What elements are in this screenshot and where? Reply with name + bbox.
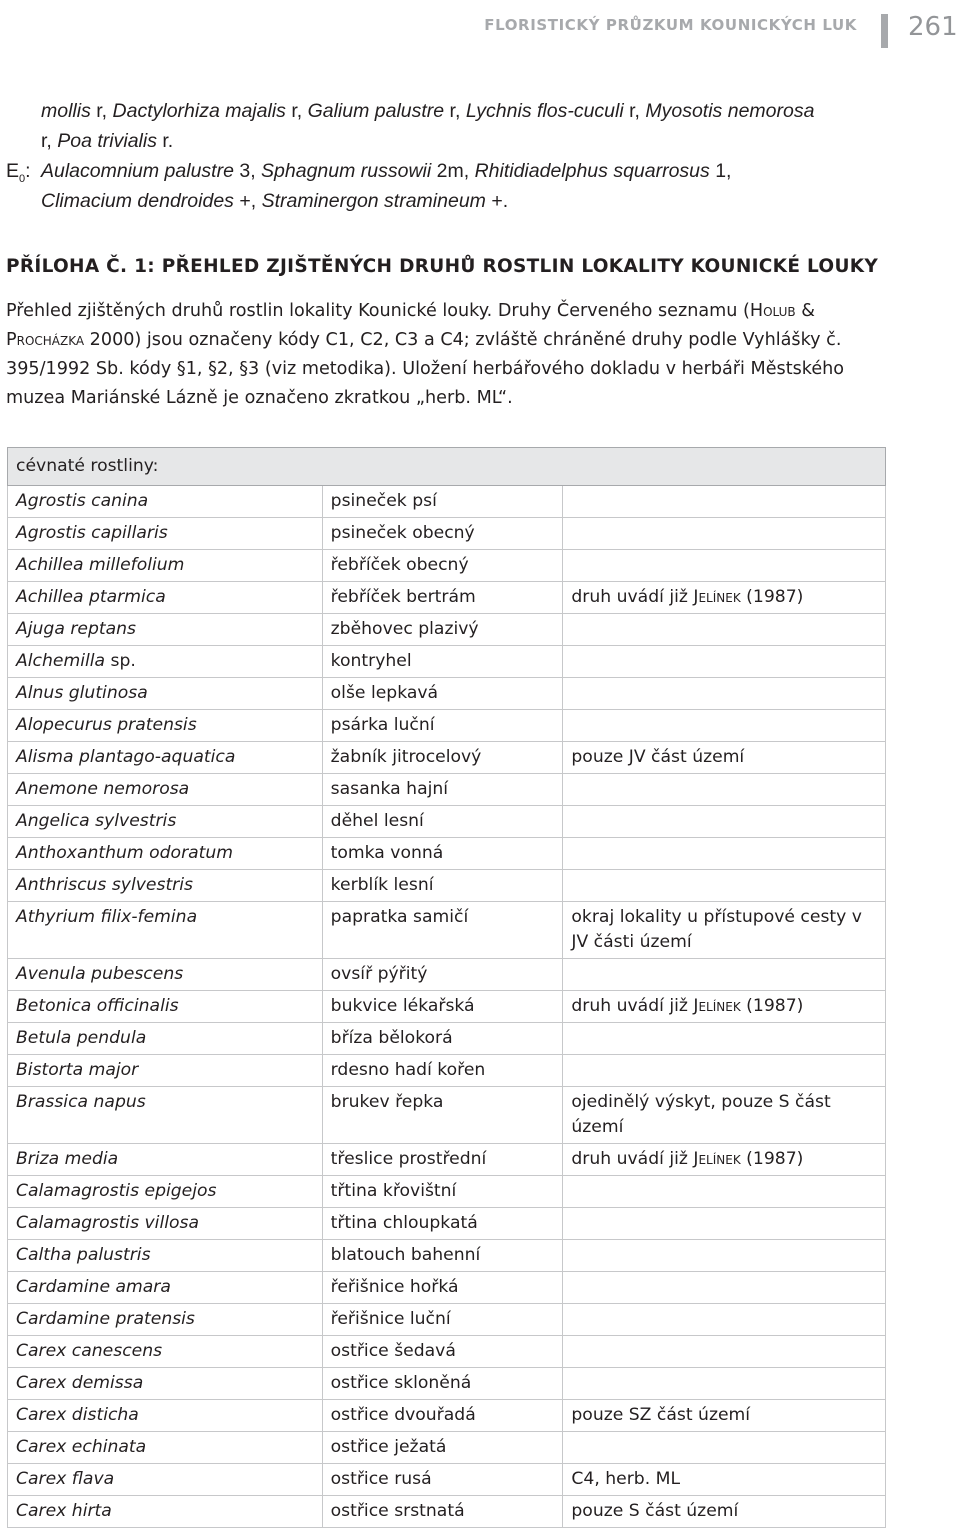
table-row [8, 678, 886, 710]
taxon-name: Climacium dendroides [41, 190, 234, 212]
czech-name-cell: ostřice skloněná [322, 1368, 563, 1400]
table-row [8, 710, 886, 742]
latin-name: Angelica sylvestris [16, 811, 177, 831]
note-cell [563, 959, 886, 991]
latin-name: Carex demissa [16, 1373, 144, 1393]
note-cell [563, 1272, 886, 1304]
latin-name: Alisma plantago-aquatica [16, 747, 236, 767]
latin-name: Calamagrostis villosa [16, 1213, 199, 1233]
note-cell [563, 1336, 886, 1368]
latin-name: Anthoxanthum odoratum [16, 843, 234, 863]
czech-name-cell: řeřišnice hořká [322, 1272, 563, 1304]
author-prochazka: Procházka [6, 330, 85, 350]
czech-name-cell: děhel lesní [322, 806, 563, 838]
table-row [8, 486, 886, 518]
text-run: 2m, [431, 160, 475, 182]
table-row [8, 518, 886, 550]
latin-name: Carex flava [16, 1469, 115, 1489]
latin-name: Brassica napus [16, 1092, 146, 1112]
czech-name-cell: brukev řepka [322, 1087, 563, 1144]
taxon-name: mollis [41, 100, 91, 122]
table-row [8, 870, 886, 902]
note-cell [563, 774, 886, 806]
table-row [8, 614, 886, 646]
note-cell [563, 742, 886, 774]
czech-name-cell: tomka vonná [322, 838, 563, 870]
text-run: 1, [709, 160, 732, 182]
note-text: druh uvádí již [571, 1149, 688, 1169]
note-text: pouze JV část území [571, 747, 745, 767]
note-text: pouze SZ část území [571, 1405, 751, 1425]
table-row [8, 1400, 886, 1432]
table-row [8, 902, 886, 959]
note-cell [563, 1087, 886, 1144]
table-row [8, 1272, 886, 1304]
latin-name-cell [8, 1400, 323, 1432]
czech-name-cell: papratka samičí [322, 902, 563, 959]
czech-name-cell: ostřice dvouřadá [322, 1400, 563, 1432]
latin-name: Cardamine pratensis [16, 1309, 195, 1329]
note-cell [563, 582, 886, 614]
taxon-name: Lychnis flos-cuculi [465, 100, 624, 122]
note-cell [563, 1400, 886, 1432]
table-row [8, 1304, 886, 1336]
text-run: r. [156, 130, 174, 152]
latin-name-cell [8, 870, 323, 902]
author-holub: Holub [749, 301, 796, 321]
header-divider [881, 14, 888, 48]
note-text: C4, herb. ML [571, 1469, 681, 1489]
table-row [8, 742, 886, 774]
table-row [8, 1464, 886, 1496]
czech-name-cell: řebříček bertrám [322, 582, 563, 614]
note-cell [563, 1464, 886, 1496]
note-author: Jelínek [693, 996, 741, 1016]
note-cell [563, 806, 886, 838]
latin-name-cell [8, 806, 323, 838]
table-row [8, 1023, 886, 1055]
text-run: +. [485, 190, 509, 212]
note-cell [563, 991, 886, 1023]
appendix-description: Přehled zjištěných druhů rostlin lokality Kounické louky. Druhy Červeného seznamu (Holub & Procházka 2000) jsou označeny kódy C1, C2, C3 a C4; zvláště chráněné druhy podle Vyhlášky č. 395/1992 Sb. kódy §1, §2, §3 (viz metodika). Uložení herbářového dokladu v herbáři Městského muzea Mariánské Lázně je označeno zkratkou „herb. ML“. [6, 301, 845, 408]
table-row [8, 1368, 886, 1400]
note-text: ojedinělý výskyt, pouze S část území [571, 1092, 831, 1137]
czech-name-cell: třtina chloupkatá [322, 1208, 563, 1240]
latin-name: Betonica officinalis [16, 996, 179, 1016]
latin-name: Alchemilla [16, 651, 106, 671]
latin-name-cell [8, 991, 323, 1023]
latin-name: Calamagrostis epigejos [16, 1181, 217, 1201]
latin-name: Cardamine amara [16, 1277, 171, 1297]
table-row [8, 959, 886, 991]
latin-name-cell [8, 1272, 323, 1304]
latin-name-cell [8, 1336, 323, 1368]
taxon-name: Dactylorhiza majalis [112, 100, 286, 122]
latin-name: Anemone nemorosa [16, 779, 190, 799]
latin-name: Ajuga reptans [16, 619, 137, 639]
czech-name-cell: ostřice srstnatá [322, 1496, 563, 1528]
text-run: r, [90, 100, 113, 122]
table-row [8, 1496, 886, 1528]
latin-name-cell [8, 1087, 323, 1144]
intro-line-2 [6, 126, 886, 156]
latin-name-cell [8, 902, 323, 959]
note-cell [563, 1240, 886, 1272]
latin-name: Alopecurus pratensis [16, 715, 197, 735]
latin-name-cell [8, 646, 323, 678]
czech-name-cell: žabník jitrocelový [322, 742, 563, 774]
czech-name-cell: třtina křovištní [322, 1176, 563, 1208]
latin-name-cell [8, 582, 323, 614]
table-row [8, 1055, 886, 1087]
table-header-row [8, 448, 886, 486]
note-cell [563, 1144, 886, 1176]
text-run: r, [623, 100, 646, 122]
czech-name-cell: třeslice prostřední [322, 1144, 563, 1176]
table-row [8, 582, 886, 614]
note-cell [563, 550, 886, 582]
latin-name: Avenula pubescens [16, 964, 184, 984]
czech-name-cell: ostřice rusá [322, 1464, 563, 1496]
note-text: druh uvádí již [571, 587, 688, 607]
table-row [8, 550, 886, 582]
note-cell [563, 1023, 886, 1055]
latin-name-cell [8, 1176, 323, 1208]
czech-name-cell: psárka luční [322, 710, 563, 742]
latin-name: Anthriscus sylvestris [16, 875, 193, 895]
latin-name-cell [8, 959, 323, 991]
latin-name-cell [8, 838, 323, 870]
table-row [8, 1144, 886, 1176]
latin-name-cell [8, 774, 323, 806]
latin-name-cell [8, 1368, 323, 1400]
e0-label: $E_0$: [6, 160, 31, 185]
latin-name: Bistorta major [16, 1060, 139, 1080]
latin-name-cell [8, 1055, 323, 1087]
czech-name-cell: blatouch bahenní [322, 1240, 563, 1272]
latin-name: Briza media [16, 1149, 119, 1169]
note-author: Jelínek [693, 1149, 741, 1169]
intro-line-1 [6, 96, 886, 126]
taxon-name: Rhitidiadelphus squarrosus [474, 160, 710, 182]
intro-line-3 [41, 160, 731, 182]
note-cell [563, 486, 886, 518]
latin-name-cell [8, 518, 323, 550]
note-cell [563, 1055, 886, 1087]
taxon-name: Aulacomnium palustre [41, 160, 234, 182]
appendix-heading: PŘÍLOHA Č. 1: PŘEHLED ZJIŠTĚNÝCH DRUHŮ ROSTLIN LOKALITY KOUNICKÉ LOUKY [6, 256, 879, 277]
note-cell [563, 1496, 886, 1528]
table-row [8, 1087, 886, 1144]
table-row [8, 774, 886, 806]
czech-name-cell: bříza bělokorá [322, 1023, 563, 1055]
latin-name-cell [8, 1496, 323, 1528]
note-cell [563, 1368, 886, 1400]
taxon-name: Poa trivialis [57, 130, 157, 152]
table-row [8, 1432, 886, 1464]
table-row [8, 1240, 886, 1272]
latin-name: Agrostis canina [16, 491, 149, 511]
text-run: +, [233, 190, 262, 212]
page-number: 261 [908, 12, 958, 42]
table-row [8, 806, 886, 838]
taxon-name: Galium palustre [307, 100, 445, 122]
latin-name-cell [8, 1304, 323, 1336]
taxon-name: Myosotis nemorosa [645, 100, 815, 122]
text-run: r, [444, 100, 466, 122]
latin-name-cell [8, 678, 323, 710]
latin-name: Caltha palustris [16, 1245, 151, 1265]
latin-name: Carex echinata [16, 1437, 147, 1457]
note-cell [563, 838, 886, 870]
note-year: (1987) [740, 587, 804, 607]
note-cell [563, 870, 886, 902]
note-cell [563, 902, 886, 959]
czech-name-cell: ovsíř pýřitý [322, 959, 563, 991]
latin-name: Achillea ptarmica [16, 587, 166, 607]
czech-name-cell: řeřišnice luční [322, 1304, 563, 1336]
table-row [8, 991, 886, 1023]
czech-name-cell: kerblík lesní [322, 870, 563, 902]
latin-name: Athyrium filix-femina [16, 907, 198, 927]
czech-name-cell: ostřice šedavá [322, 1336, 563, 1368]
note-author: Jelínek [693, 587, 741, 607]
latin-name-cell [8, 1208, 323, 1240]
note-cell [563, 678, 886, 710]
czech-name-cell: kontryhel [322, 646, 563, 678]
czech-name-cell: zběhovec plazivý [322, 614, 563, 646]
table-row [8, 1208, 886, 1240]
note-cell [563, 1176, 886, 1208]
note-text: pouze S část území [571, 1501, 739, 1521]
czech-name-cell: psineček psí [322, 486, 563, 518]
table-row [8, 646, 886, 678]
note-text: druh uvádí již [571, 996, 688, 1016]
latin-name-suffix: sp. [105, 651, 136, 671]
latin-name-cell [8, 486, 323, 518]
table-row [8, 838, 886, 870]
latin-name-cell [8, 742, 323, 774]
latin-name: Carex hirta [16, 1501, 112, 1521]
czech-name-cell: psineček obecný [322, 518, 563, 550]
latin-name: Alnus glutinosa [16, 683, 148, 703]
taxon-name: Sphagnum russowii [261, 160, 432, 182]
table-header: cévnaté rostliny: [8, 448, 886, 486]
text-run: 3, [233, 160, 262, 182]
intro-e0-block [6, 156, 886, 186]
latin-name: Carex canescens [16, 1341, 163, 1361]
latin-name-cell [8, 710, 323, 742]
latin-name-cell [8, 1464, 323, 1496]
note-cell [563, 518, 886, 550]
latin-name-cell [8, 550, 323, 582]
note-text: okraj lokality u přístupové cesty v JV části území [571, 907, 862, 952]
latin-name-cell [8, 614, 323, 646]
latin-name-cell [8, 1240, 323, 1272]
intro-line-4 [6, 186, 886, 216]
text-run: r, [41, 130, 58, 152]
latin-name: Betula pendula [16, 1028, 147, 1048]
note-cell [563, 1432, 886, 1464]
running-title: FLORISTICKÝ PRŮZKUM KOUNICKÝCH LUK [484, 16, 857, 34]
table-row [8, 1336, 886, 1368]
note-cell [563, 1208, 886, 1240]
note-cell [563, 646, 886, 678]
latin-name: Carex disticha [16, 1405, 139, 1425]
note-cell [563, 1304, 886, 1336]
note-year: (1987) [740, 996, 804, 1016]
species-table [7, 447, 886, 1528]
czech-name-cell: řebříček obecný [322, 550, 563, 582]
latin-name: Agrostis capillaris [16, 523, 168, 543]
text-run: r, [285, 100, 308, 122]
intro-text [6, 96, 886, 216]
czech-name-cell: sasanka hajní [322, 774, 563, 806]
note-year: (1987) [740, 1149, 804, 1169]
czech-name-cell: rdesno hadí kořen [322, 1055, 563, 1087]
czech-name-cell: ostřice ježatá [322, 1432, 563, 1464]
note-cell [563, 614, 886, 646]
taxon-name: Straminergon stramineum [261, 190, 486, 212]
latin-name-cell [8, 1432, 323, 1464]
table-row [8, 1176, 886, 1208]
latin-name-cell [8, 1023, 323, 1055]
latin-name: Achillea millefolium [16, 555, 185, 575]
running-head [0, 14, 960, 48]
czech-name-cell: bukvice lékařská [322, 991, 563, 1023]
czech-name-cell: olše lepkavá [322, 678, 563, 710]
latin-name-cell [8, 1144, 323, 1176]
note-cell [563, 710, 886, 742]
